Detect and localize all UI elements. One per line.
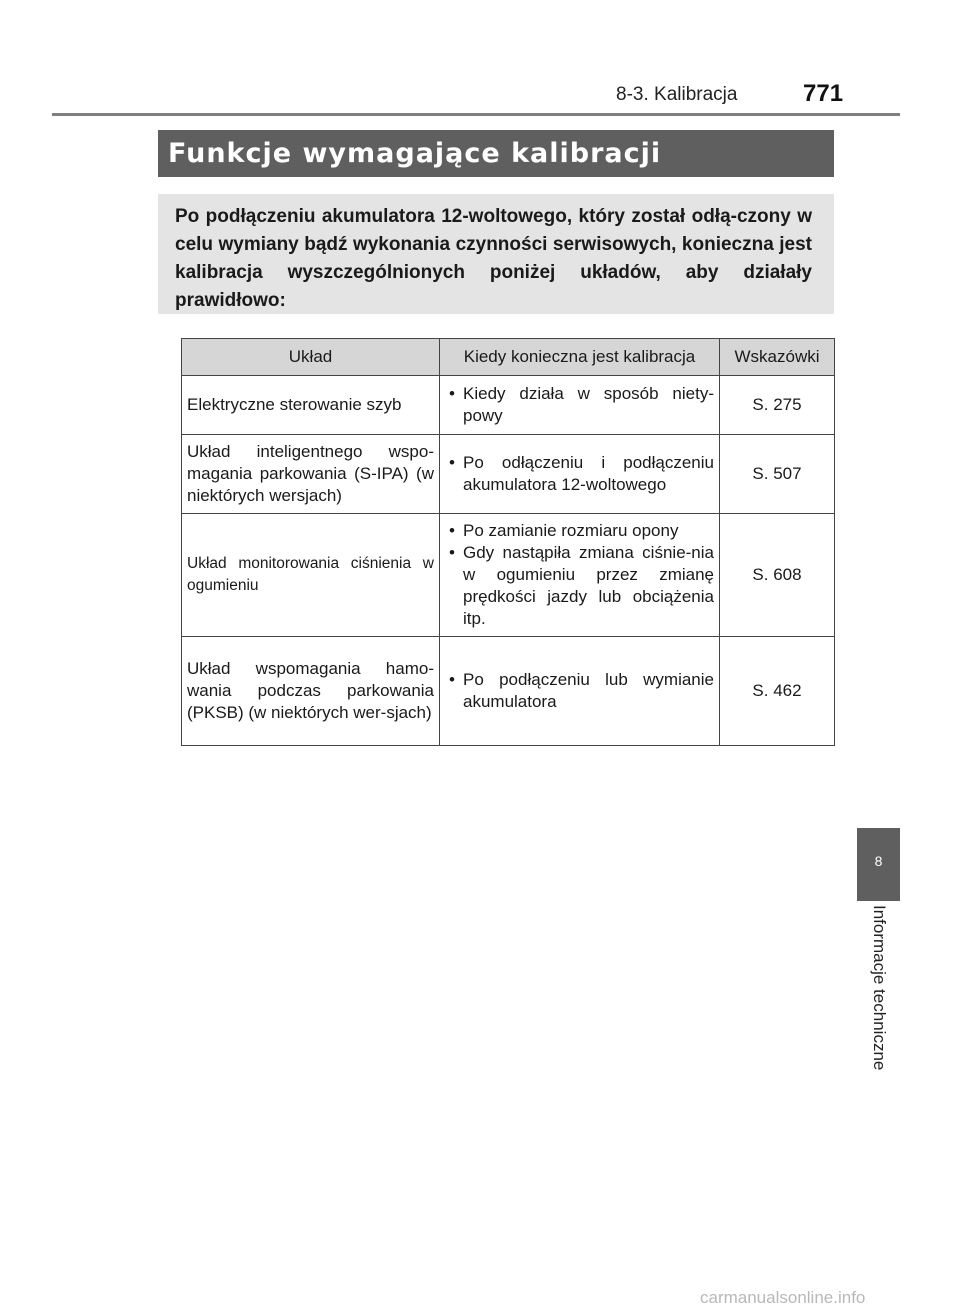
ref-cell: S. 507 <box>720 435 835 514</box>
when-cell <box>440 435 720 514</box>
column-header-when: Kiedy konieczna jest kalibracja <box>440 339 720 376</box>
list-item: • Kiedy działa w sposób niety-powy <box>445 383 714 427</box>
when-cell <box>440 637 720 746</box>
header-rule <box>52 113 900 116</box>
intro-text: Po podłączeniu akumulatora 12-woltowego, który został odłą-czony w celu wymiany bądź wykonania czynności serwisowych, konieczna jest kalibracja wyszczególnionych poniżej układów, aby działały prawidłowo: <box>175 206 812 311</box>
system-cell: Układ inteligentnego wspo-magania parkowania (S-IPA) (w niektórych wersjach) <box>182 435 440 514</box>
system-cell: Układ monitorowania ciśnienia w ogumieniu <box>182 514 440 637</box>
column-header-system: Układ <box>182 339 440 376</box>
ref-cell: S. 462 <box>720 637 835 746</box>
table-header-row <box>182 339 835 376</box>
column-header-ref: Wskazówki <box>720 339 835 376</box>
list-item: • Po podłączeniu lub wymianie akumulatora <box>445 669 714 713</box>
ref-cell: S. 608 <box>720 514 835 637</box>
page-number: 771 <box>803 80 844 107</box>
when-list <box>445 669 714 713</box>
ref-cell: S. 275 <box>720 376 835 435</box>
list-item: • Po odłączeniu i podłączeniu akumulatora 12-woltowego <box>445 452 714 496</box>
when-list <box>445 452 714 496</box>
when-list <box>445 383 714 427</box>
list-item: • Po zamianie rozmiaru opony <box>445 520 714 542</box>
table-row <box>182 376 835 435</box>
list-item: • Gdy nastąpiła zmiana ciśnie-nia w ogumieniu przez zmianę prędkości jazdy lub obciążenia itp. <box>445 542 714 630</box>
system-cell: Układ wspomagania hamo-wania podczas parkowania (PKSB) (w niektórych wer-sjach) <box>182 637 440 746</box>
calibration-table <box>181 338 835 746</box>
when-cell <box>440 514 720 637</box>
when-list <box>445 520 714 630</box>
chapter-label-text: Informacje techniczne <box>870 905 889 1071</box>
table-row <box>182 435 835 514</box>
watermark: carmanualsonline.info <box>700 1288 866 1307</box>
table-row <box>182 514 835 637</box>
page-title: Funkcje wymagające kalibracji <box>158 130 834 177</box>
intro-box <box>158 194 834 314</box>
header-section-title: 8-3. Kalibracja <box>616 84 738 105</box>
when-cell <box>440 376 720 435</box>
system-cell: Elektryczne sterowanie szyb <box>182 376 440 435</box>
table-row <box>182 637 835 746</box>
chapter-tab: 8 <box>857 828 900 901</box>
